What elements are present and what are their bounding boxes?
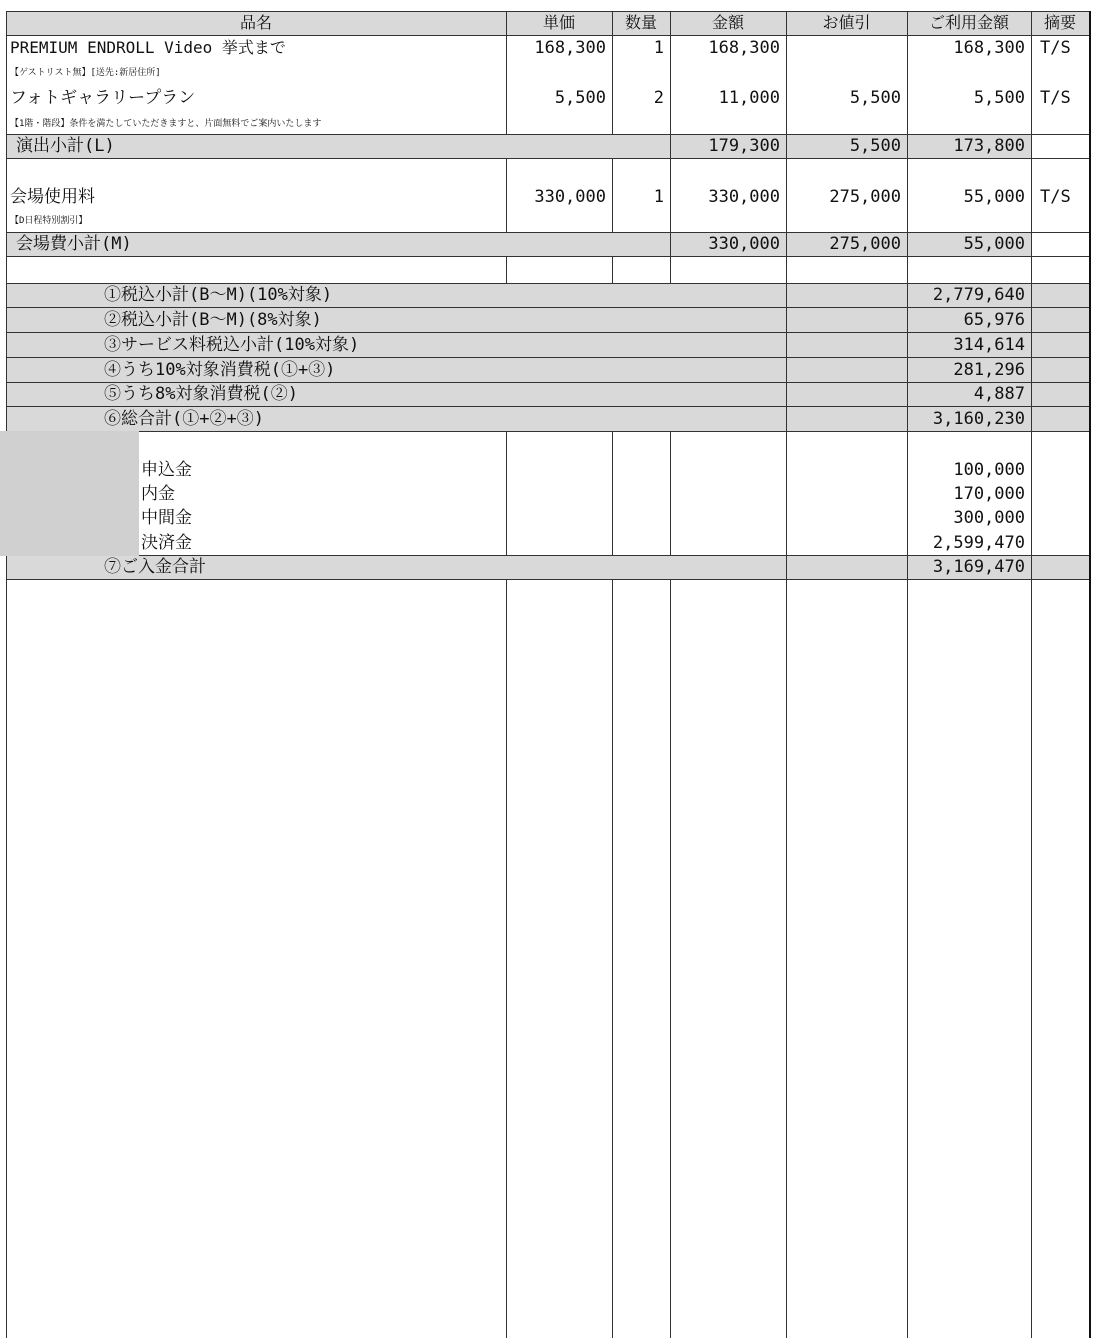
item-name: フォトギャラリープラン xyxy=(10,88,196,108)
summary-label: ③サービス料税込小計(10%対象) xyxy=(104,335,360,355)
production-subtotal-amount: 179,300 xyxy=(708,136,780,156)
summary-label: ②税込小計(B〜M)(8%対象) xyxy=(104,310,322,330)
payment-value: 300,000 xyxy=(953,508,1025,528)
payment-value: 170,000 xyxy=(953,484,1025,504)
usage-cell: 55,000 xyxy=(963,187,1025,207)
summary-value: 2,779,640 xyxy=(932,285,1025,305)
summary-value: 4,887 xyxy=(973,384,1025,404)
qty-cell: 1 xyxy=(653,187,664,207)
venue-subtotal-usage: 55,000 xyxy=(963,234,1025,254)
production-subtotal-usage: 173,800 xyxy=(953,136,1025,156)
discount-cell: 275,000 xyxy=(829,187,901,207)
summary-label: ⑥総合計(①+②+③) xyxy=(104,409,264,429)
amount-cell: 11,000 xyxy=(718,88,780,108)
amount-cell: 168,300 xyxy=(708,38,780,58)
redacted-block xyxy=(0,431,139,556)
item-note: 【ゲストリスト無】[送先:新居住所] xyxy=(10,68,161,78)
summary-label: ①税込小計(B〜M)(10%対象) xyxy=(104,285,333,305)
item-note: 【1階・階段】条件を満たしていただきますと、片面無料でご案内いたします xyxy=(10,119,322,129)
discount-cell: 5,500 xyxy=(849,88,901,108)
item-note: 【D日程特別割引】 xyxy=(10,216,88,226)
summary-value: 3,160,230 xyxy=(932,409,1025,429)
venue-subtotal-amount: 330,000 xyxy=(708,234,780,254)
qty-cell: 2 xyxy=(653,88,664,108)
item-name: 会場使用料 xyxy=(10,187,95,207)
note-cell: T/S xyxy=(1040,38,1071,58)
venue-subtotal-label: 会場費小計(M) xyxy=(16,234,132,254)
summary-value: 65,976 xyxy=(963,310,1025,330)
payment-total-value: 3,169,470 xyxy=(932,557,1025,577)
payment-value: 2,599,470 xyxy=(932,533,1025,553)
header-note: 摘要 xyxy=(1043,13,1076,32)
payment-total-label: ⑦ご入金合計 xyxy=(104,557,206,577)
summary-value: 314,614 xyxy=(953,335,1025,355)
header-amount: 金額 xyxy=(711,13,744,32)
unit-price-cell: 330,000 xyxy=(534,187,606,207)
note-cell: T/S xyxy=(1040,187,1071,207)
unit-price-cell: 5,500 xyxy=(554,88,606,108)
payment-label: 決済金 xyxy=(141,533,192,553)
amount-cell: 330,000 xyxy=(708,187,780,207)
header-discount: お値引 xyxy=(822,13,871,32)
discount-cell xyxy=(786,37,907,59)
payment-label: 内金 xyxy=(141,484,175,504)
payment-label: 中間金 xyxy=(141,508,192,528)
production-subtotal-discount: 5,500 xyxy=(849,136,901,156)
item-name: PREMIUM ENDROLL Video 挙式まで xyxy=(10,38,286,57)
summary-label: ⑤うち8%対象消費税(②) xyxy=(104,384,298,404)
summary-value: 281,296 xyxy=(953,360,1025,380)
usage-cell: 5,500 xyxy=(973,88,1025,108)
venue-subtotal-discount: 275,000 xyxy=(829,234,901,254)
header-usage: ご利用金額 xyxy=(928,13,1009,32)
payment-value: 100,000 xyxy=(953,460,1025,480)
payment-label: 申込金 xyxy=(141,460,192,480)
header-unit-price: 単価 xyxy=(542,13,575,32)
summary-label: ④うち10%対象消費税(①+③) xyxy=(104,360,336,380)
qty-cell: 1 xyxy=(653,38,664,58)
header-item: 品名 xyxy=(239,13,272,32)
production-subtotal-label: 演出小計(L) xyxy=(16,136,115,156)
unit-price-cell: 168,300 xyxy=(534,38,606,58)
header-qty: 数量 xyxy=(624,13,657,32)
usage-cell: 168,300 xyxy=(953,38,1025,58)
note-cell: T/S xyxy=(1040,88,1071,108)
